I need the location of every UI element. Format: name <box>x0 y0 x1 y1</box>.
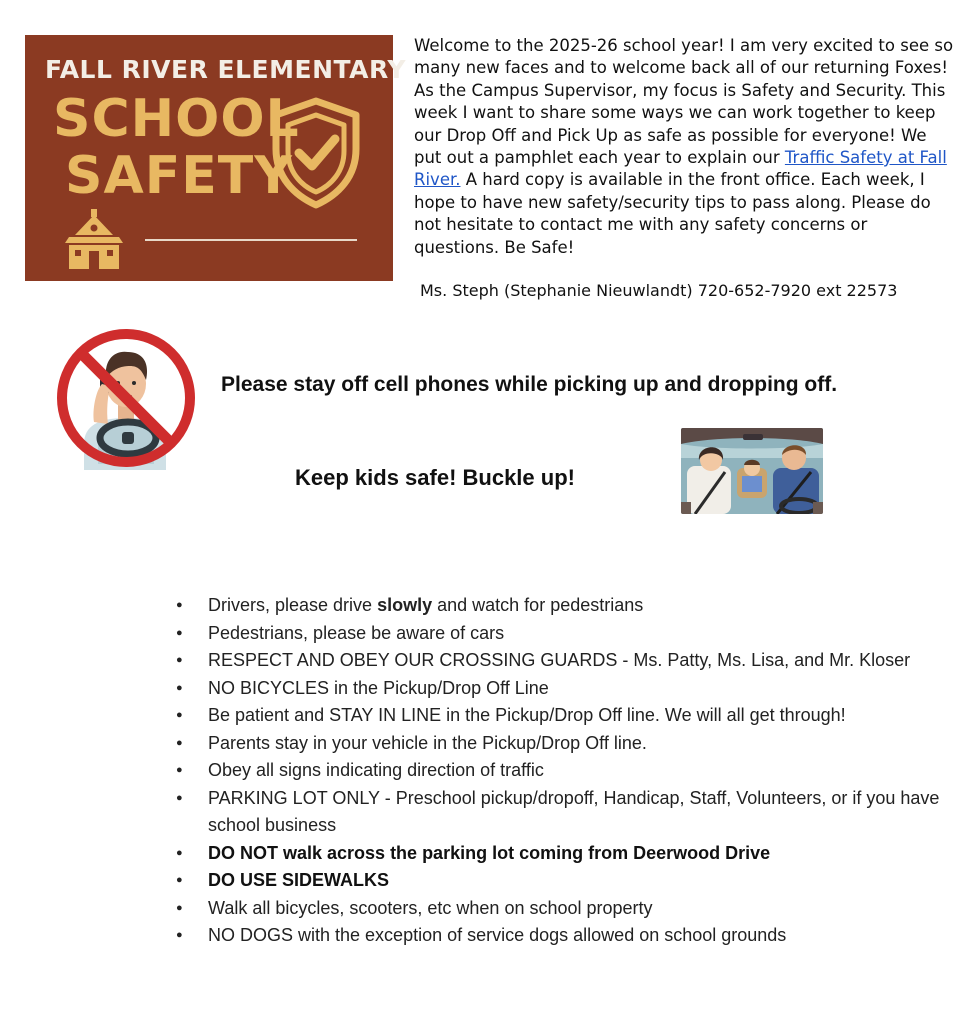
tip-emphasis: slowly <box>377 595 433 615</box>
shield-check-icon <box>270 97 362 209</box>
list-item: ● Parents stay in your vehicle in the Pickup/Drop Off line. <box>208 730 948 758</box>
list-item: ● Pedestrians, please be aware of cars <box>208 620 948 648</box>
list-item: ● PARKING LOT ONLY - Preschool pickup/dropoff, Handicap, Staff, Volunteers, or if you have school business <box>208 785 948 840</box>
signature: Ms. Steph (Stephanie Nieuwlandt) 720-652-7920 ext 22573 <box>420 281 898 300</box>
list-item: ● Walk all bicycles, scooters, etc when on school property <box>208 895 948 923</box>
list-item: ● Be patient and STAY IN LINE in the Pickup/Drop Off line. We will all get through! <box>208 702 948 730</box>
list-item: ● Obey all signs indicating direction of traffic <box>208 757 948 785</box>
intro-text-continued: A hard copy is available in the front office. Each week, I hope to have new safety/security tips to pass along. Please do not hesitate to contact me with any safety concerns or questions. Be Safe! <box>414 170 931 257</box>
tip-text: and watch for pedestrians <box>437 595 644 615</box>
no-cell-phone-icon <box>54 326 198 470</box>
intro-text: Welcome to the 2025-26 school year! I am very excited to see so many new faces and to welcome back all of our returning Foxes! As the Campus Supervisor, my focus is Safety and Security. This week I want to share some ways we can work together to keep our Drop Off and Pick Up as safe as possible for everyone! We put out a pamphlet each year to explain our <box>414 36 954 168</box>
list-item: ● RESPECT AND OBEY OUR CROSSING GUARDS - Ms. Patty, Ms. Lisa, and Mr. Kloser <box>208 647 948 675</box>
intro-paragraph <box>414 35 954 259</box>
family-in-car-illustration <box>681 428 823 514</box>
banner-school-name: FALL RIVER ELEMENTARY <box>45 55 406 84</box>
list-item: ● NO BICYCLES in the Pickup/Drop Off Line <box>208 675 948 703</box>
schoolhouse-icon <box>63 207 125 271</box>
traffic-safety-link[interactable]: Traffic Safety at Fall River. <box>414 148 947 190</box>
banner-title-safety: SAFETY <box>65 146 293 206</box>
school-safety-banner <box>25 35 406 281</box>
safety-tips-list <box>208 592 948 950</box>
list-item <box>208 592 948 620</box>
list-item: ● DO USE SIDEWALKS <box>208 867 948 895</box>
buckle-message: Keep kids safe! Buckle up! <box>295 465 575 490</box>
banner-divider <box>145 239 357 241</box>
list-item: ● NO DOGS with the exception of service dogs allowed on school grounds <box>208 922 948 950</box>
tip-text: Drivers, please drive <box>208 595 373 615</box>
banner-title-school: SCHOOL <box>53 89 300 149</box>
phone-message: Please stay off cell phones while picking up and dropping off. <box>221 373 838 396</box>
list-item: ● DO NOT walk across the parking lot coming from Deerwood Drive <box>208 840 948 868</box>
